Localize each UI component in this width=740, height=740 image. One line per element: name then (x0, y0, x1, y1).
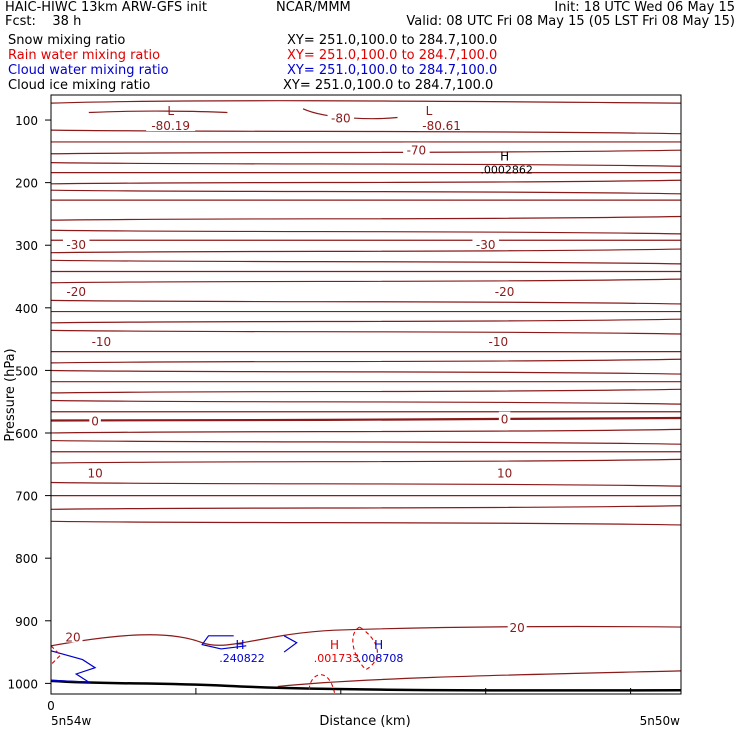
isotherm-line (51, 441, 681, 445)
isotherm-line (51, 279, 681, 283)
isotherm-line (51, 319, 681, 323)
field-xy-snow: XY= 251.0,100.0 to 284.7,100.0 (287, 33, 498, 48)
extremum-value: .001733 (313, 651, 360, 665)
y-tick-label: 600 (15, 427, 38, 442)
forecast-hour: Fcst: 38 h (5, 14, 82, 29)
isotherm-line (51, 506, 681, 510)
y-axis-title: Pressure (hPa) (3, 348, 18, 442)
extremum-value: .008708 (357, 651, 404, 665)
isotherm-line (51, 180, 681, 184)
contour-label: -80.61 (422, 119, 461, 134)
y-tick-label: 300 (15, 239, 38, 254)
isotherm-line (51, 260, 681, 264)
cloud-water-contour (284, 636, 297, 652)
field-xy-cloud-water: XY= 251.0,100.0 to 284.7,100.0 (287, 63, 498, 78)
isotherm-line (51, 359, 681, 363)
x-left-label: 5n54w (51, 714, 92, 728)
contour-label: -70 (406, 143, 427, 158)
y-tick-label: 800 (15, 552, 38, 567)
contour-label: -80 (330, 111, 351, 126)
extremum-value: .240822 (219, 651, 265, 665)
valid-time: Valid: 08 UTC Fri 08 May 15 (05 LST Fri 08 May 15) (406, 14, 735, 29)
isotherm-line (51, 300, 681, 304)
isotherm-line (51, 521, 681, 525)
extremum-marker: H (235, 637, 245, 652)
x-axis-title: Distance (km) (319, 714, 411, 729)
plot-frame (51, 95, 681, 694)
contour-label: 20 (509, 621, 525, 636)
contour-label: -10 (91, 334, 112, 349)
contour-label: 20 (65, 630, 81, 645)
field-label-cloud-ice: Cloud ice mixing ratio (8, 78, 151, 93)
extremum-value: .0002862 (480, 163, 533, 177)
contour-label: 0 (500, 412, 509, 427)
contour-label: -30 (66, 237, 87, 252)
temperature-contours (51, 101, 681, 687)
isotherm-line (51, 330, 681, 334)
extremum-marker: H (374, 637, 384, 652)
model-title: HAIC-HIWC 13km ARW-GFS init (5, 0, 207, 15)
field-label-rain: Rain water mixing ratio (8, 48, 161, 63)
axes (7, 111, 630, 694)
y-tick-label: 100 (15, 114, 38, 129)
isotherm-20-line (51, 627, 681, 646)
isotherm-line (51, 459, 681, 463)
extremum-marker: H (500, 149, 510, 164)
contour-label: -80.19 (151, 119, 191, 134)
isotherm-line (51, 249, 681, 253)
y-tick-label: 200 (15, 176, 38, 191)
field-label-snow: Snow mixing ratio (8, 33, 126, 48)
isotherm-line (51, 130, 681, 134)
terrain-surface (51, 681, 681, 691)
y-tick-label: 400 (15, 301, 38, 316)
extremum-marker: L (167, 104, 175, 119)
cloud-water-contour (51, 651, 95, 682)
contour-label: -20 (66, 284, 87, 299)
contour-label: 10 (87, 466, 103, 481)
isotherm-line (51, 370, 681, 374)
y-tick-label: 1000 (7, 677, 38, 692)
field-xy-rain: XY= 251.0,100.0 to 284.7,100.0 (287, 48, 498, 63)
isotherm-line (278, 671, 681, 687)
isotherm-line (51, 389, 681, 393)
contour-label: 0 (91, 414, 99, 429)
init-time: Init: 18 UTC Wed 06 May 15 (554, 0, 735, 15)
extremum-marker: L (425, 104, 433, 119)
y-tick-label: 900 (15, 614, 38, 629)
contour-label: -20 (494, 284, 515, 299)
x-tick-label-0: 0 (47, 699, 55, 713)
isotherm-line (51, 401, 681, 405)
x-right-label: 5n50w (639, 714, 680, 728)
y-tick-label: 700 (15, 489, 38, 504)
isotherm-line (51, 483, 681, 487)
contour-label: 10 (496, 466, 513, 481)
y-tick-label: 500 (15, 364, 38, 379)
extrema-markers (167, 104, 532, 665)
organization-label: NCAR/MMM (276, 0, 351, 15)
isotherm-line (51, 230, 681, 234)
terrain-line (51, 681, 681, 691)
rain-water-contour (51, 646, 60, 665)
isotherm-line (51, 217, 681, 221)
isotherm-line (51, 429, 681, 433)
field-label-cloud-water: Cloud water mixing ratio (8, 63, 169, 78)
isotherm-line (51, 150, 681, 154)
isotherm-line (51, 190, 681, 194)
field-xy-cloud-ice: XY= 251.0,100.0 to 284.7,100.0 (283, 78, 494, 93)
contour-label: -10 (488, 334, 509, 349)
contour-label: -30 (475, 237, 496, 252)
isotherm-line (51, 101, 681, 103)
isotherm-line (51, 163, 681, 167)
isotherm-line (89, 111, 228, 112)
extremum-marker: H (329, 637, 340, 652)
freezing-level-line (51, 418, 681, 421)
